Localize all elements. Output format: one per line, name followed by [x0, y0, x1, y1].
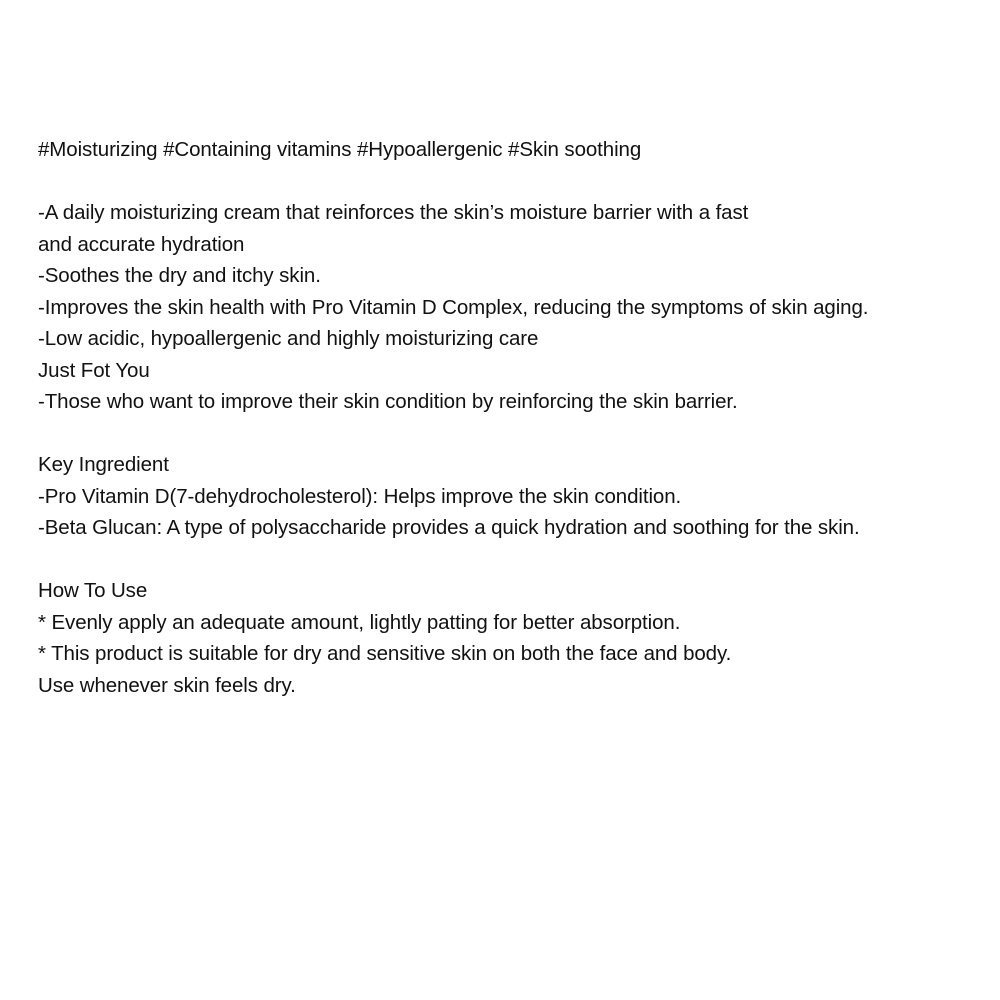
spacer	[38, 418, 993, 450]
just-for-you-item: -Those who want to improve their skin condition by reinforcing the skin barrier.	[38, 390, 738, 413]
just-for-you-heading: Just Fot You	[38, 358, 150, 382]
key-ingredient-item: -Pro Vitamin D(7-dehydrocholesterol): Helps improve the skin condition.	[38, 484, 682, 508]
key-ingredient-heading: Key Ingredient	[38, 453, 169, 476]
description-line: -Low acidic, hypoallergenic and highly moisturizing care	[38, 327, 539, 350]
description-line: -Soothes the dry and itchy skin.	[38, 264, 321, 287]
how-to-use-item: * Evenly apply an adequate amount, lightly patting for better absorption.	[38, 610, 681, 634]
spacer	[38, 166, 993, 198]
description-line: -Improves the skin health with Pro Vitamin D Complex, reducing the symptoms of skin aging.	[38, 295, 869, 319]
description-line: -A daily moisturizing cream that reinforces the skin’s moisture barrier with a fast	[38, 201, 749, 224]
key-ingredient-item: -Beta Glucan: A type of polysaccharide provides a quick hydration and soothing for the skin.	[38, 516, 860, 539]
how-to-use-heading: How To Use	[38, 579, 148, 602]
spacer	[38, 544, 993, 576]
description-line: and accurate hydration	[38, 232, 245, 256]
how-to-use-item: Use whenever skin feels dry.	[38, 673, 296, 697]
how-to-use-item: * This product is suitable for dry and sensitive skin on both the face and body.	[38, 642, 732, 665]
product-description-document	[38, 134, 993, 701]
hashtag-line: #Moisturizing #Containing vitamins #Hypoallergenic #Skin soothing	[38, 138, 642, 161]
